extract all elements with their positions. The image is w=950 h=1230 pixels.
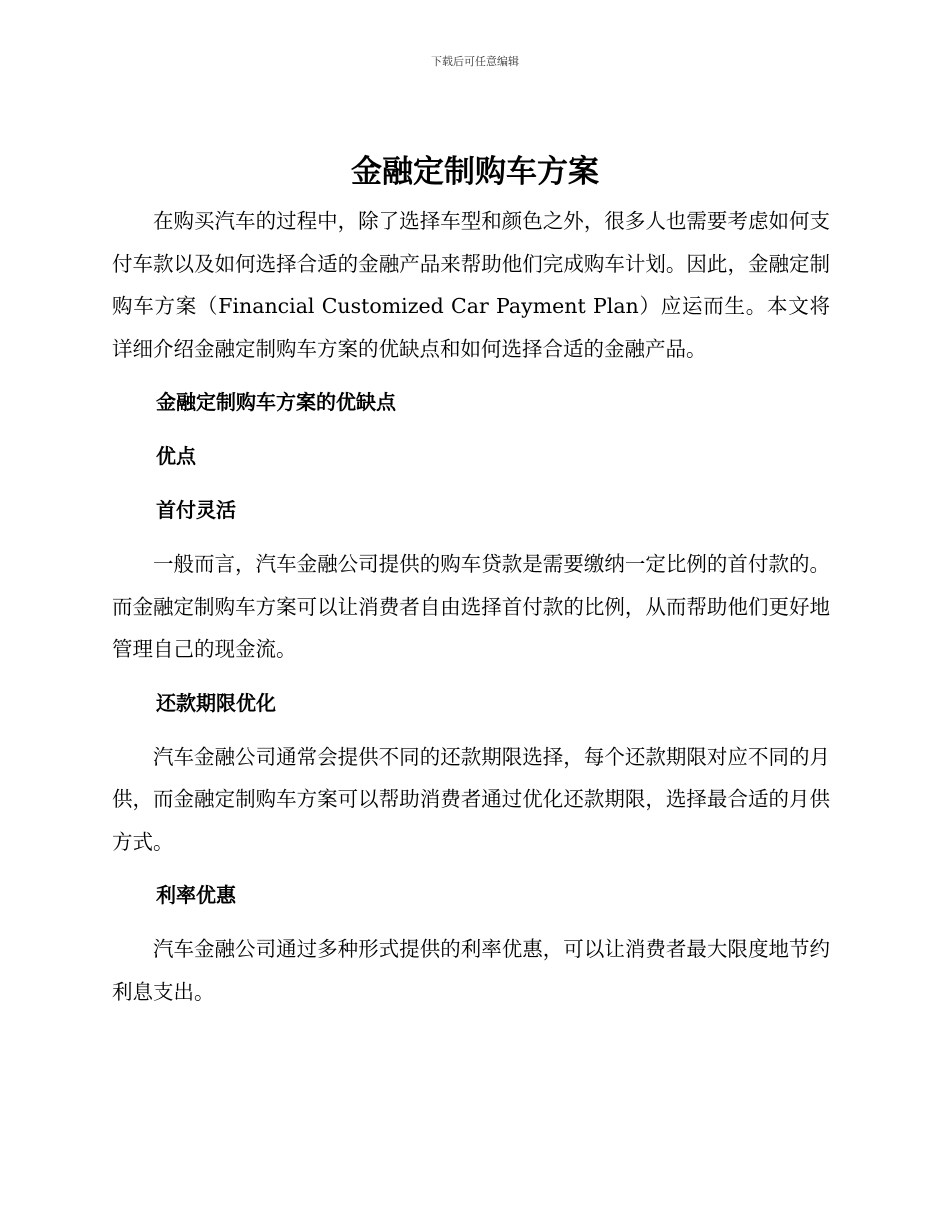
item-heading-repayment-term: 还款期限优化 (156, 690, 276, 715)
page-header: 下载后可任意编辑 (431, 55, 519, 68)
item-body-flexible-down-payment: 一般而言，汽车金融公司提供的购车贷款是需要缴纳一定比例的首付款的。而金融定制购车方案可以让消费者自由选择首付款的比例，从而帮助他们更好地管理自己的现金流。 (112, 552, 830, 661)
item-body-repayment-term: 汽车金融公司通常会提供不同的还款期限选择，每个还款期限对应不同的月供，而金融定制购车方案可以帮助消费者通过优化还款期限，选择最合适的月供方式。 (112, 744, 830, 854)
document-body (112, 200, 830, 1013)
section-heading-pros-cons: 金融定制购车方案的优缺点 (156, 390, 396, 414)
item-heading-interest-discount: 利率优惠 (156, 883, 236, 907)
intro-paragraph: 在购买汽车的过程中，除了选择车型和颜色之外，很多人也需要考虑如何支付车款以及如何选择合适的金融产品来帮助他们完成购车计划。因此，金融定制购车方案（Financial Customized Car Payment Plan）应运而生。本文将详细介绍金融定制购车方案的优缺点和如何选择合适的金融产品。 (112, 209, 830, 361)
document-title: 金融定制购车方案 (351, 154, 599, 190)
item-body-interest-discount: 汽车金融公司通过多种形式提供的利率优惠，可以让消费者最大限度地节约利息支出。 (112, 937, 830, 1004)
subsection-heading-pros: 优点 (156, 444, 196, 468)
item-heading-flexible-down-payment: 首付灵活 (156, 498, 236, 522)
